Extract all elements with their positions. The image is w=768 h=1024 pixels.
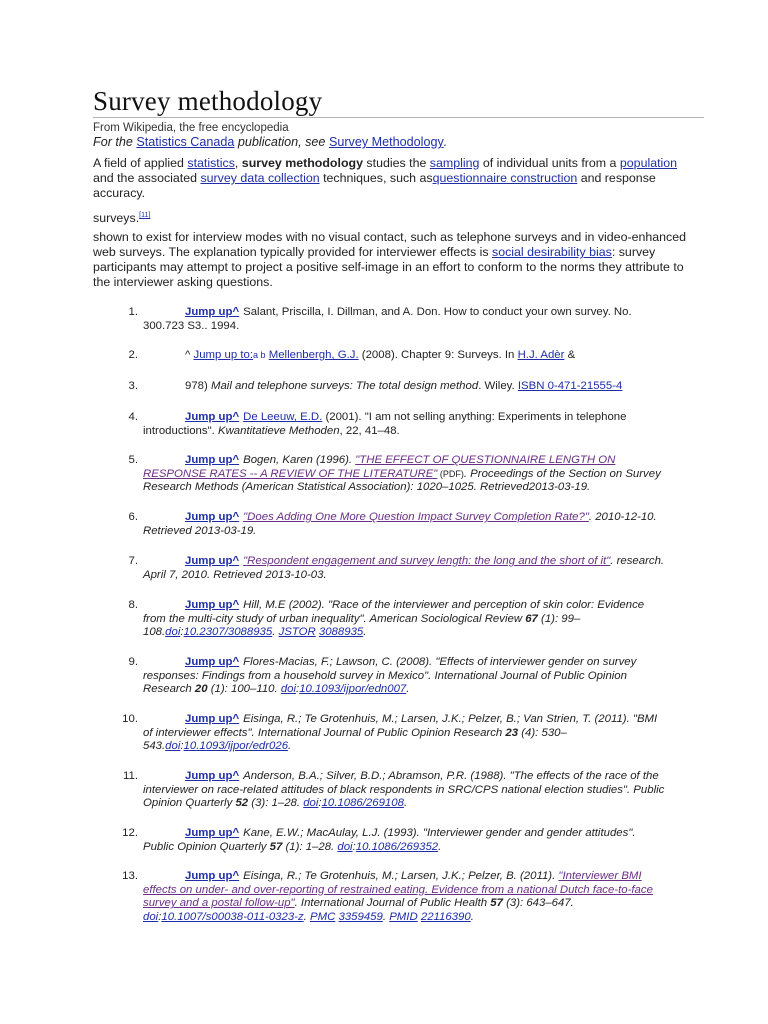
text: Eisinga, R.; Te Grotenhuis, M.; Larsen, J.K.; Pelzer, B.; Van Strien, T. (2011). "BMI of interviewer effects". International Journal of Public Opinion Research — [143, 713, 658, 739]
reference-number: 10. — [122, 713, 138, 725]
jump-up-link[interactable]: Jump up^ — [185, 870, 240, 882]
text: . 2010-12-10. Retrieved 2013-03-19. — [143, 511, 657, 537]
doi-value-link[interactable]: 10.1093/ijpor/edr026 — [183, 740, 289, 753]
jump-up-link[interactable]: Jump up^ — [185, 555, 240, 567]
author-link[interactable]: De Leeuw, E.D. — [243, 411, 323, 423]
text: Flores-Macias, F.; Lawson, C. (2008). "Effects of interviewer gender on survey responses: Findings from a household survey in Mexico". International Journal of Public Opinion Research — [143, 656, 637, 696]
article-link[interactable]: "Interviewer BMI effects on under- and over-reporting of restrained eating. Evidence from a national Dutch face-to-face survey and a postal follow-up" — [143, 870, 653, 910]
jstor-link[interactable]: JSTOR — [278, 626, 316, 639]
doi-value-link[interactable]: 10.1086/269352 — [355, 840, 439, 853]
pdf-label: (PDF) — [437, 468, 464, 479]
text: . — [363, 626, 367, 639]
reference-number: 7. — [128, 555, 138, 567]
jump-up-link[interactable]: Jump up^ — [185, 599, 240, 611]
sampling-link[interactable]: sampling — [429, 156, 480, 170]
doi-link[interactable]: doi — [143, 910, 159, 923]
isbn-link[interactable]: ISBN 0-471-21555-4 — [517, 380, 623, 392]
jump-up-link[interactable]: Jump up^ — [185, 306, 240, 318]
reference-number: 12. — [122, 827, 138, 839]
text: . — [382, 910, 390, 923]
text: . — [403, 797, 408, 810]
text: , 22, 41–48. — [339, 424, 400, 437]
reference-number: 4. — [128, 411, 138, 423]
journal-name: Kwantitatieve Methoden — [217, 424, 340, 437]
text: . Proceedings of the Section on Survey Research Methods (American Statistical Association): 1020–1025. Retrieved2013-03-19. — [143, 467, 661, 494]
volume: 57 — [269, 840, 283, 853]
text: . — [470, 910, 474, 923]
pmc-value-link[interactable]: 3359459 — [338, 910, 383, 923]
text: Hill, M.E (2002). "Race of the interviewer and perception of skin color: Evidence from the multi-city study of urban inequality". American Sociological Review — [143, 599, 645, 625]
text: Kane, E.W.; MacAulay, L.J. (1993). "Interviewer gender and gender attitudes". Public Opinion Quarterly — [143, 827, 636, 853]
site-tagline: From Wikipedia, the free encyclopedia — [93, 122, 289, 134]
text: (1): 100–110. — [207, 683, 281, 696]
text: Salant, Priscilla, I. Dillman, and A. Don. How to conduct your own survey. No. 300.723 S3.. 1994. — [143, 306, 632, 332]
volume: 20 — [194, 683, 208, 696]
reference-number: 5. — [128, 454, 138, 466]
text: and the associated — [93, 171, 201, 185]
text: & — [564, 349, 576, 361]
reference-number: 11. — [123, 770, 138, 782]
population-link[interactable]: population — [619, 156, 678, 170]
doi-link[interactable]: doi — [337, 840, 353, 853]
jump-up-link[interactable]: Jump up^ — [185, 713, 240, 725]
text: and response accuracy. — [93, 171, 656, 200]
text: (3): 1–28. — [248, 797, 304, 810]
reference-number: 6. — [128, 511, 138, 523]
author-link[interactable]: Mellenbergh, G.J. — [268, 349, 359, 361]
jump-up-link[interactable]: Jump up^ — [185, 656, 240, 668]
text: (2008). Chapter 9: Surveys. In — [358, 349, 518, 361]
book-title: Mail and telephone surveys: The total design method — [210, 380, 479, 392]
caret: ^ — [185, 349, 194, 361]
hatnote-text: publication, see — [234, 135, 329, 149]
doi-link[interactable]: doi — [165, 626, 181, 639]
reference-number: 8. — [128, 599, 138, 611]
text: Bogen, Karen (1996). — [243, 454, 356, 466]
intro-paragraph — [93, 156, 693, 201]
reference-number: 2. — [128, 349, 138, 361]
doi-value-link[interactable]: 10.2307/3088935 — [183, 626, 273, 639]
reference-number: 3. — [128, 380, 138, 392]
bold-term: survey methodology — [241, 156, 363, 170]
text: . research. April 7, 2010. Retrieved 2013-10-03. — [143, 555, 665, 581]
text: . — [288, 740, 292, 753]
doi-link[interactable]: doi — [280, 683, 297, 696]
text: (1): 99–108. — [143, 612, 581, 639]
interviewer-effects-paragraph — [93, 230, 693, 290]
reference-number: 9. — [128, 656, 138, 668]
article-link[interactable]: "Does Adding One More Question Impact Survey Completion Rate?" — [243, 511, 589, 523]
jump-up-link[interactable]: Jump up^ — [185, 511, 240, 523]
text: shown to exist for interview modes with no visual contact, such as telephone surveys and in video-enhanced web surveys. The explanation typically provided for interviewer effects is — [93, 230, 687, 259]
hatnote-text: For the — [93, 135, 137, 149]
text: (3): 643–647. — [502, 897, 574, 910]
pmid-link[interactable]: PMID — [389, 910, 418, 923]
editor-link[interactable]: H.J. Adèr — [517, 349, 565, 361]
questionnaire-construction-link[interactable]: questionnaire construction — [432, 171, 578, 185]
text: Eisinga, R.; Te Grotenhuis, M.; Larsen, J.K.; Pelzer, B. (2011). — [243, 870, 559, 882]
text: . — [406, 683, 410, 696]
jump-up-link[interactable]: Jump up^ — [185, 411, 240, 423]
text: . — [438, 840, 442, 853]
statistics-link[interactable]: statistics — [187, 156, 235, 170]
jump-up-link[interactable]: Jump up^ — [185, 454, 240, 466]
pmc-link[interactable]: PMC — [310, 910, 336, 923]
text: . Wiley. — [478, 380, 518, 392]
text: , — [234, 156, 242, 170]
text: A field of applied — [93, 156, 188, 170]
jump-up-link[interactable]: Jump up^ — [185, 827, 240, 839]
page-title: Survey methodology — [93, 86, 323, 116]
doi-link[interactable]: doi — [303, 797, 319, 810]
doi-link[interactable]: doi — [165, 740, 181, 753]
pmid-value-link[interactable]: 22116390 — [420, 910, 471, 923]
volume: 52 — [235, 797, 249, 810]
article-link[interactable]: "THE EFFECT OF QUESTIONNAIRE LENGTH ON RESPONSE RATES -- A REVIEW OF THE LITERATURE" — [143, 454, 616, 480]
citation-link[interactable]: [11] — [139, 212, 151, 219]
volume: 23 — [505, 726, 519, 739]
text: (2001). "I am not selling anything: Experiments in telephone introductions". — [143, 411, 627, 437]
text: studies the — [362, 156, 430, 170]
volume: 57 — [490, 897, 503, 910]
text: of individual units from a — [479, 156, 620, 170]
hatnote — [93, 135, 447, 149]
jump-up-to-link[interactable]: Jump up to: — [193, 349, 254, 361]
text: surveys. — [93, 211, 140, 226]
text: . — [272, 626, 279, 639]
doi-value-link[interactable]: 10.1086/269108 — [321, 797, 404, 810]
jstor-value-link[interactable]: 3088935 — [318, 626, 364, 639]
surveys-fragment — [93, 208, 693, 226]
text: . — [303, 910, 311, 923]
text: : survey participants may attempt to project a positive self-image in an effort to conform to the norms they attribute to the interviewer asking questions. — [93, 245, 684, 289]
reference-number: 1. — [128, 306, 138, 318]
doi-value-link[interactable]: 10.1007/s00038-011-0323-z — [161, 910, 304, 923]
survey-data-collection-link[interactable]: survey data collection — [200, 171, 320, 185]
text: (1): 1–28. — [282, 840, 338, 853]
backlink-letters[interactable]: a b — [253, 350, 266, 360]
reference-number: 13. — [122, 870, 138, 882]
text: Anderson, B.A.; Silver, B.D.; Abramson, P.R. (1988). "The effects of the race of the interviewer on race-related attitudes of black respondents in SRC/CPS national election studies". Public Opinion Quarterly — [143, 770, 665, 810]
doi-value-link[interactable]: 10.1093/ijpor/edn007 — [299, 683, 407, 696]
statistics-canada-link[interactable]: Statistics Canada — [136, 135, 235, 149]
title-divider — [93, 117, 704, 118]
social-desirability-bias-link[interactable]: social desirability bias — [492, 245, 612, 259]
text: techniques, such as — [319, 171, 433, 185]
article-link[interactable]: "Respondent engagement and survey length: the long and the short of it" — [243, 555, 611, 567]
survey-methodology-link[interactable]: Survey Methodology — [328, 135, 444, 149]
hatnote-text: . — [443, 135, 448, 149]
text: 978) — [185, 380, 211, 392]
text: . International Journal of Public Health — [294, 897, 491, 910]
text: (4): 530–543. — [143, 726, 567, 753]
volume: 67 — [525, 612, 538, 625]
jump-up-link[interactable]: Jump up^ — [185, 770, 240, 782]
